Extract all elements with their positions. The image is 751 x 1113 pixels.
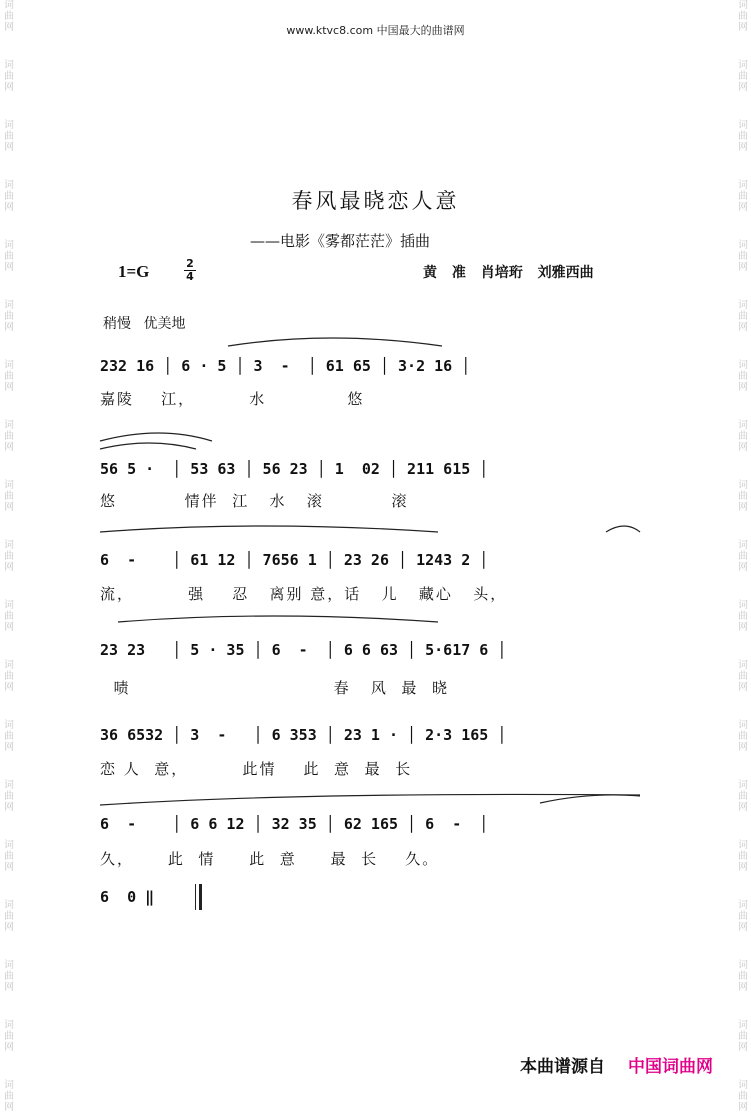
lyrics-line-6: 久， 此 情 此 意 最 长 久。 bbox=[100, 850, 440, 868]
watermark-text: 词曲网 bbox=[4, 960, 14, 993]
watermark-text: 词曲网 bbox=[4, 540, 14, 573]
footer-credit: 本曲谱源自 bbox=[520, 1057, 605, 1077]
watermark-text: 词曲网 bbox=[738, 720, 748, 753]
site-header: www.ktvc8.com 中国最大的曲谱网 bbox=[286, 24, 465, 37]
notes-line-3: 6 - │ 61 12 │ 7656 1 │ 23 26 │ 1243 2 │ bbox=[100, 551, 489, 569]
slur bbox=[228, 338, 442, 346]
lyrics-line-3: 流， 强 忍 离别 意，话 儿 藏心 头， bbox=[100, 585, 508, 603]
slur bbox=[606, 526, 640, 532]
watermark-text: 词曲网 bbox=[738, 540, 748, 573]
watermark-text: 词曲网 bbox=[4, 60, 14, 93]
watermark-text: 词曲网 bbox=[4, 480, 14, 513]
final-barline-thin bbox=[195, 884, 196, 910]
notes-line-2: 56 5 · │ 53 63 │ 56 23 │ 1 02 │ 211 615 │ bbox=[100, 460, 489, 478]
watermark-text: 词曲网 bbox=[738, 300, 748, 333]
watermark-text: 词曲网 bbox=[4, 0, 14, 33]
watermark-text: 词曲网 bbox=[4, 360, 14, 393]
song-title: 春风最晓恋人意 bbox=[291, 189, 460, 213]
notes-line-7: 6 0 ‖ bbox=[100, 888, 155, 906]
notes-line-4: 23 23 │ 5 · 35 │ 6 - │ 6 6 63 │ 5·617 6 │ bbox=[100, 641, 507, 659]
watermark-text: 词曲网 bbox=[4, 120, 14, 153]
watermark-text: 词曲网 bbox=[738, 1080, 748, 1113]
watermark-text: 词曲网 bbox=[738, 960, 748, 993]
watermark-text: 词曲网 bbox=[738, 480, 748, 513]
tempo-marking: 稍慢 优美地 bbox=[103, 316, 186, 332]
notes-line-5: 36 6532 │ 3 - │ 6 353 │ 23 1 · │ 2·3 165 │ bbox=[100, 726, 507, 744]
key-signature: 1=G bbox=[118, 262, 150, 281]
watermark-text: 词曲网 bbox=[4, 840, 14, 873]
time-bottom: 4 bbox=[186, 270, 194, 283]
watermark-text: 词曲网 bbox=[738, 120, 748, 153]
watermark-text: 词曲网 bbox=[738, 600, 748, 633]
watermark-text: 词曲网 bbox=[4, 1020, 14, 1053]
watermark-text: 词曲网 bbox=[4, 420, 14, 453]
time-top: 2 bbox=[186, 257, 194, 270]
notes-line-6: 6 - │ 6 6 12 │ 32 35 │ 62 165 │ 6 - │ bbox=[100, 815, 489, 833]
watermark-text: 词曲网 bbox=[738, 0, 748, 33]
lyrics-line-2: 悠 情伴 江 水 滚 滚 bbox=[100, 492, 409, 510]
watermark-text: 词曲网 bbox=[738, 240, 748, 273]
slur bbox=[118, 616, 438, 622]
watermark-text: 词曲网 bbox=[738, 900, 748, 933]
watermark-text: 词曲网 bbox=[738, 360, 748, 393]
slur bbox=[100, 526, 438, 532]
final-barline-thick bbox=[199, 884, 202, 910]
slur bbox=[540, 795, 640, 803]
watermark-text: 词曲网 bbox=[738, 780, 748, 813]
lyrics-line-5: 恋 人 意， 此情 此 意 最 长 bbox=[100, 760, 413, 778]
watermark-text: 词曲网 bbox=[4, 600, 14, 633]
watermark-text: 词曲网 bbox=[4, 180, 14, 213]
composers: 黄 准 肖培珩 刘雅西曲 bbox=[423, 265, 594, 281]
song-subtitle: ——电影《雾都茫茫》插曲 bbox=[250, 232, 431, 250]
watermark-text: 词曲网 bbox=[738, 420, 748, 453]
watermark-text: 词曲网 bbox=[4, 780, 14, 813]
watermark-text: 词曲网 bbox=[738, 660, 748, 693]
footer-brand: 中国词曲网 bbox=[628, 1057, 713, 1077]
watermark-text: 词曲网 bbox=[4, 1080, 14, 1113]
watermark-text: 词曲网 bbox=[4, 720, 14, 753]
slur bbox=[100, 433, 212, 441]
watermark-text: 词曲网 bbox=[4, 240, 14, 273]
watermark-text: 词曲网 bbox=[4, 900, 14, 933]
watermark-text: 词曲网 bbox=[4, 660, 14, 693]
watermark-text: 词曲网 bbox=[4, 300, 14, 333]
lyrics-line-1: 嘉陵 江， 水 悠 bbox=[100, 390, 365, 408]
notes-line-1: 232 16 │ 6 · 5 │ 3 - │ 61 65 │ 3·2 16 │ bbox=[100, 357, 471, 375]
lyrics-line-4: 啧 春 风 最 晓 bbox=[100, 679, 449, 697]
watermark-text: 词曲网 bbox=[738, 180, 748, 213]
slur bbox=[100, 443, 196, 449]
watermark-text: 词曲网 bbox=[738, 60, 748, 93]
watermark-text: 词曲网 bbox=[738, 1020, 748, 1053]
watermark-text: 词曲网 bbox=[738, 840, 748, 873]
